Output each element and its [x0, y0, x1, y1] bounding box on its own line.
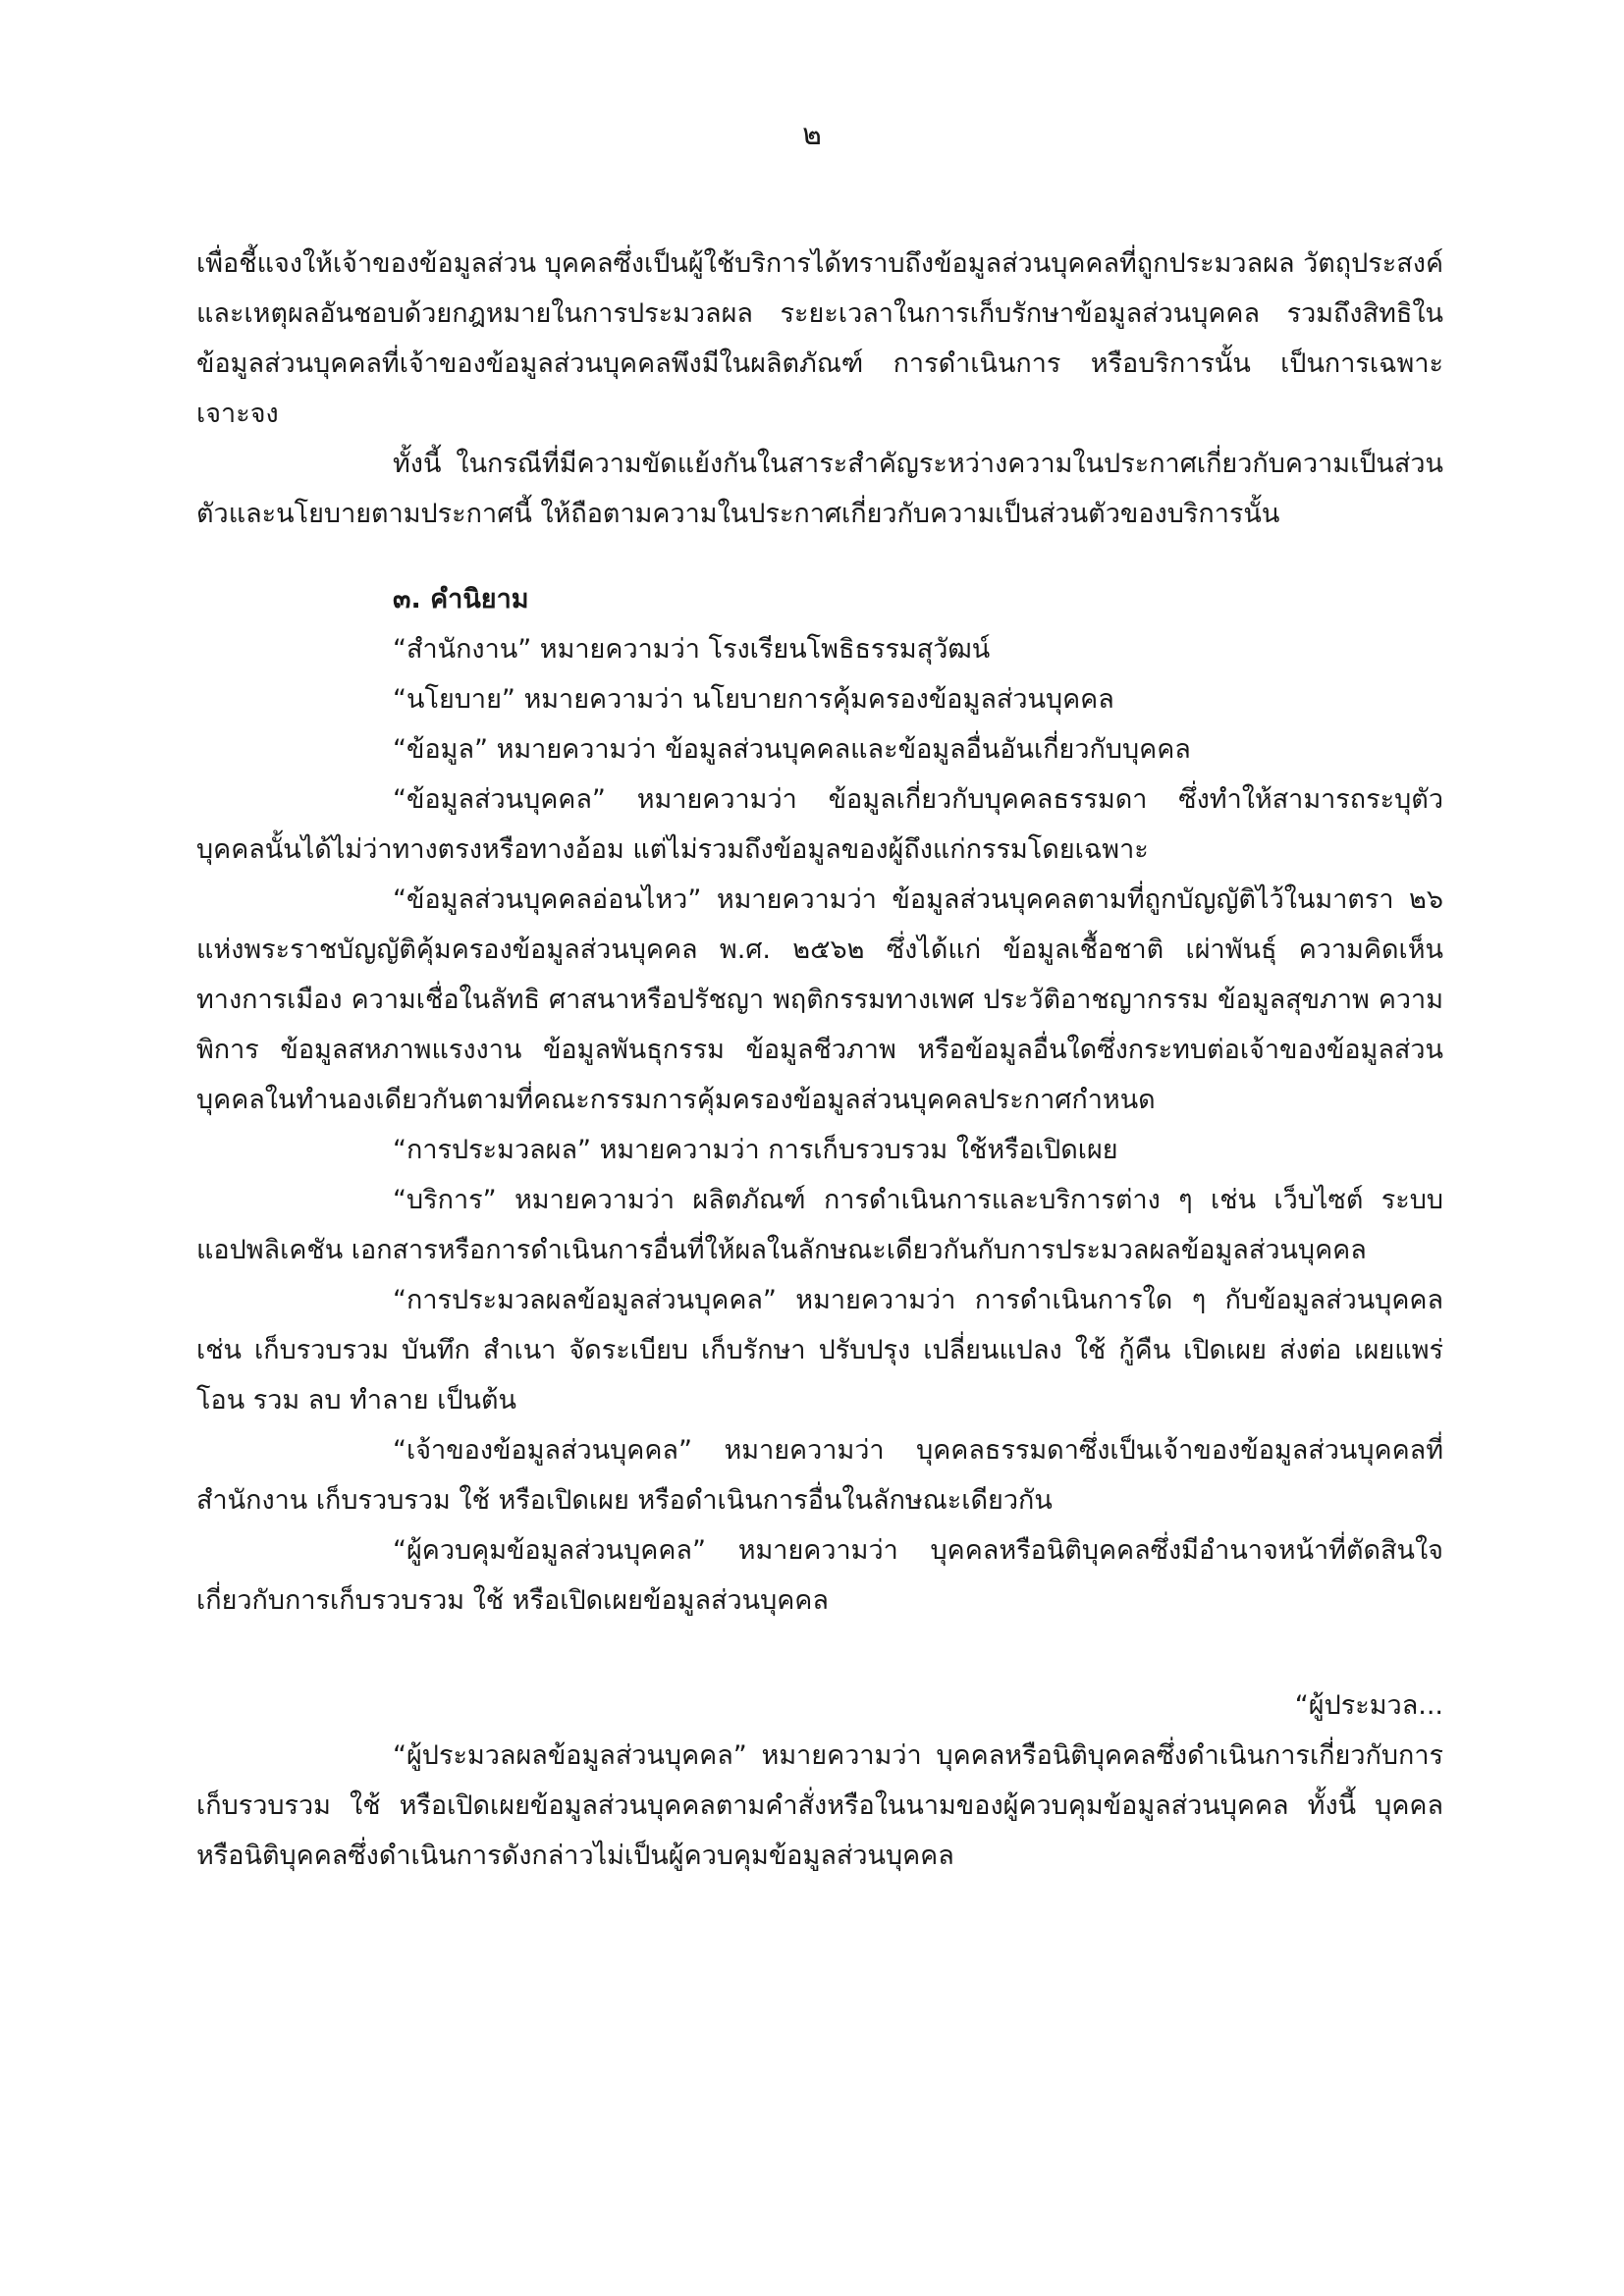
intro-section	[196, 239, 1443, 539]
definition-data: “ข้อมูล” หมายความว่า ข้อมูลส่วนบุคคลและข้อมูลอื่นอันเกี่ยวกับบุคคล	[393, 734, 1191, 765]
definition-processor: “ผู้ประมวลผลข้อมูลส่วนบุคคล” หมายความว่า บุคคลหรือนิติบุคคลซึ่งดำเนินการเกี่ยวกับการเก็บรวบรวม ใช้ หรือเปิดเผยข้อมูลส่วนบุคคลตามคำสั่งหรือในนามของผู้ควบคุมข้อมูลส่วนบุคคล ทั้งนี้ บุคคลหรือนิติบุคคลซึ่งดำเนินการดังกล่าวไม่เป็นผู้ควบคุมข้อมูลส่วนบุคคล	[196, 1740, 1443, 1871]
section-heading: ๓. คำนิยาม	[393, 584, 529, 614]
definition-controller: “ผู้ควบคุมข้อมูลส่วนบุคคล” หมายความว่า บุคคลหรือนิติบุคคลซึ่งมีอำนาจหน้าที่ตัดสินใจเกี่ยวกับการเก็บรวบรวม ใช้ หรือเปิดเผยข้อมูลส่วนบุคคล	[196, 1535, 1443, 1616]
definitions-section	[196, 555, 1443, 1626]
definition-data-subject: “เจ้าของข้อมูลส่วนบุคคล” หมายความว่า บุคคลธรรมดาซึ่งเป็นเจ้าของข้อมูลส่วนบุคคลที่สำนักงาน เก็บรวบรวม ใช้ หรือเปิดเผย หรือดำเนินการอื่นในลักษณะเดียวกัน	[196, 1435, 1443, 1516]
definition-policy: “นโยบาย” หมายความว่า นโยบายการคุ้มครองข้อมูลส่วนบุคคล	[393, 684, 1114, 715]
page-continuation	[196, 1681, 1443, 1881]
definition-processing: “การประมวลผล” หมายความว่า การเก็บรวบรวม ใช้หรือเปิดเผย	[393, 1135, 1118, 1165]
definition-sensitive-data: “ข้อมูลส่วนบุคคลอ่อนไหว” หมายความว่า ข้อมูลส่วนบุคคลตามที่ถูกบัญญัติไว้ในมาตรา ๒๖ แห่งพระราชบัญญัติคุ้มครองข้อมูลส่วนบุคคล พ.ศ. ๒๕๖๒ ซึ่งได้แก่ ข้อมูลเชื้อชาติ เผ่าพันธุ์ ความคิดเห็นทางการเมือง ความเชื่อในลัทธิ ศาสนาหรือปรัชญา พฤติกรรมทางเพศ ประวัติอาชญากรรม ข้อมูลสุขภาพ ความพิการ ข้อมูลสหภาพแรงงาน ข้อมูลพันธุกรรม ข้อมูลชีวภาพ หรือข้อมูลอื่นใดซึ่งกระทบต่อเจ้าของข้อมูลส่วนบุคคลในทำนองเดียวกันตามที่คณะกรรมการคุ้มครองข้อมูลส่วนบุคคลประกาศกำหนด	[196, 884, 1443, 1115]
intro-paragraph-2: ทั้งนี้ ในกรณีที่มีความขัดแย้งกันในสาระสำคัญระหว่างความในประกาศเกี่ยวกับความเป็นส่วนตัวและนโยบายตามประกาศนี้ ให้ถือตามความในประกาศเกี่ยวกับความเป็นส่วนตัวของบริการนั้น	[196, 449, 1443, 529]
definition-pd-processing: “การประมวลผลข้อมูลส่วนบุคคล” หมายความว่า การดำเนินการใด ๆ กับข้อมูลส่วนบุคคล เช่น เก็บรวบรวม บันทึก สำเนา จัดระเบียบ เก็บรักษา ปรับปรุง เปลี่ยนแปลง ใช้ กู้คืน เปิดเผย ส่งต่อ เผยแพร่ โอน รวม ลบ ทำลาย เป็นต้น	[196, 1285, 1443, 1415]
definition-service: “บริการ” หมายความว่า ผลิตภัณฑ์ การดำเนินการและบริการต่าง ๆ เช่น เว็บไซต์ ระบบแอปพลิเคชัน เอกสารหรือการดำเนินการอื่นที่ให้ผลในลักษณะเดียวกันกับการประมวลผลข้อมูลส่วนบุคคล	[196, 1185, 1443, 1265]
definition-office: “สำนักงาน” หมายความว่า โรงเรียนโพธิธรรมสุวัฒน์	[393, 634, 991, 665]
catchword: “ผู้ประมวล...	[1294, 1690, 1443, 1721]
definition-personal-data: “ข้อมูลส่วนบุคคล” หมายความว่า ข้อมูลเกี่ยวกับบุคคลธรรมดา ซึ่งทำให้สามารถระบุตัวบุคคลนั้นได้ไม่ว่าทางตรงหรือทางอ้อม แต่ไม่รวมถึงข้อมูลของผู้ถึงแก่กรรมโดยเฉพาะ	[196, 784, 1443, 865]
page-number: ๒	[802, 118, 822, 152]
intro-paragraph-1: เพื่อชี้แจงให้เจ้าของข้อมูลส่วน บุคคลซึ่งเป็นผู้ใช้บริการได้ทราบถึงข้อมูลส่วนบุคคลที่ถูกประมวลผล วัตถุประสงค์และเหตุผลอันชอบด้วยกฎหมายในการประมวลผล ระยะเวลาในการเก็บรักษาข้อมูลส่วนบุคคล รวมถึงสิทธิในข้อมูลส่วนบุคคลที่เจ้าของข้อมูลส่วนบุคคลพึงมีในผลิตภัณฑ์ การดำเนินการ หรือบริการนั้น เป็นการเฉพาะเจาะจง	[196, 248, 1444, 429]
